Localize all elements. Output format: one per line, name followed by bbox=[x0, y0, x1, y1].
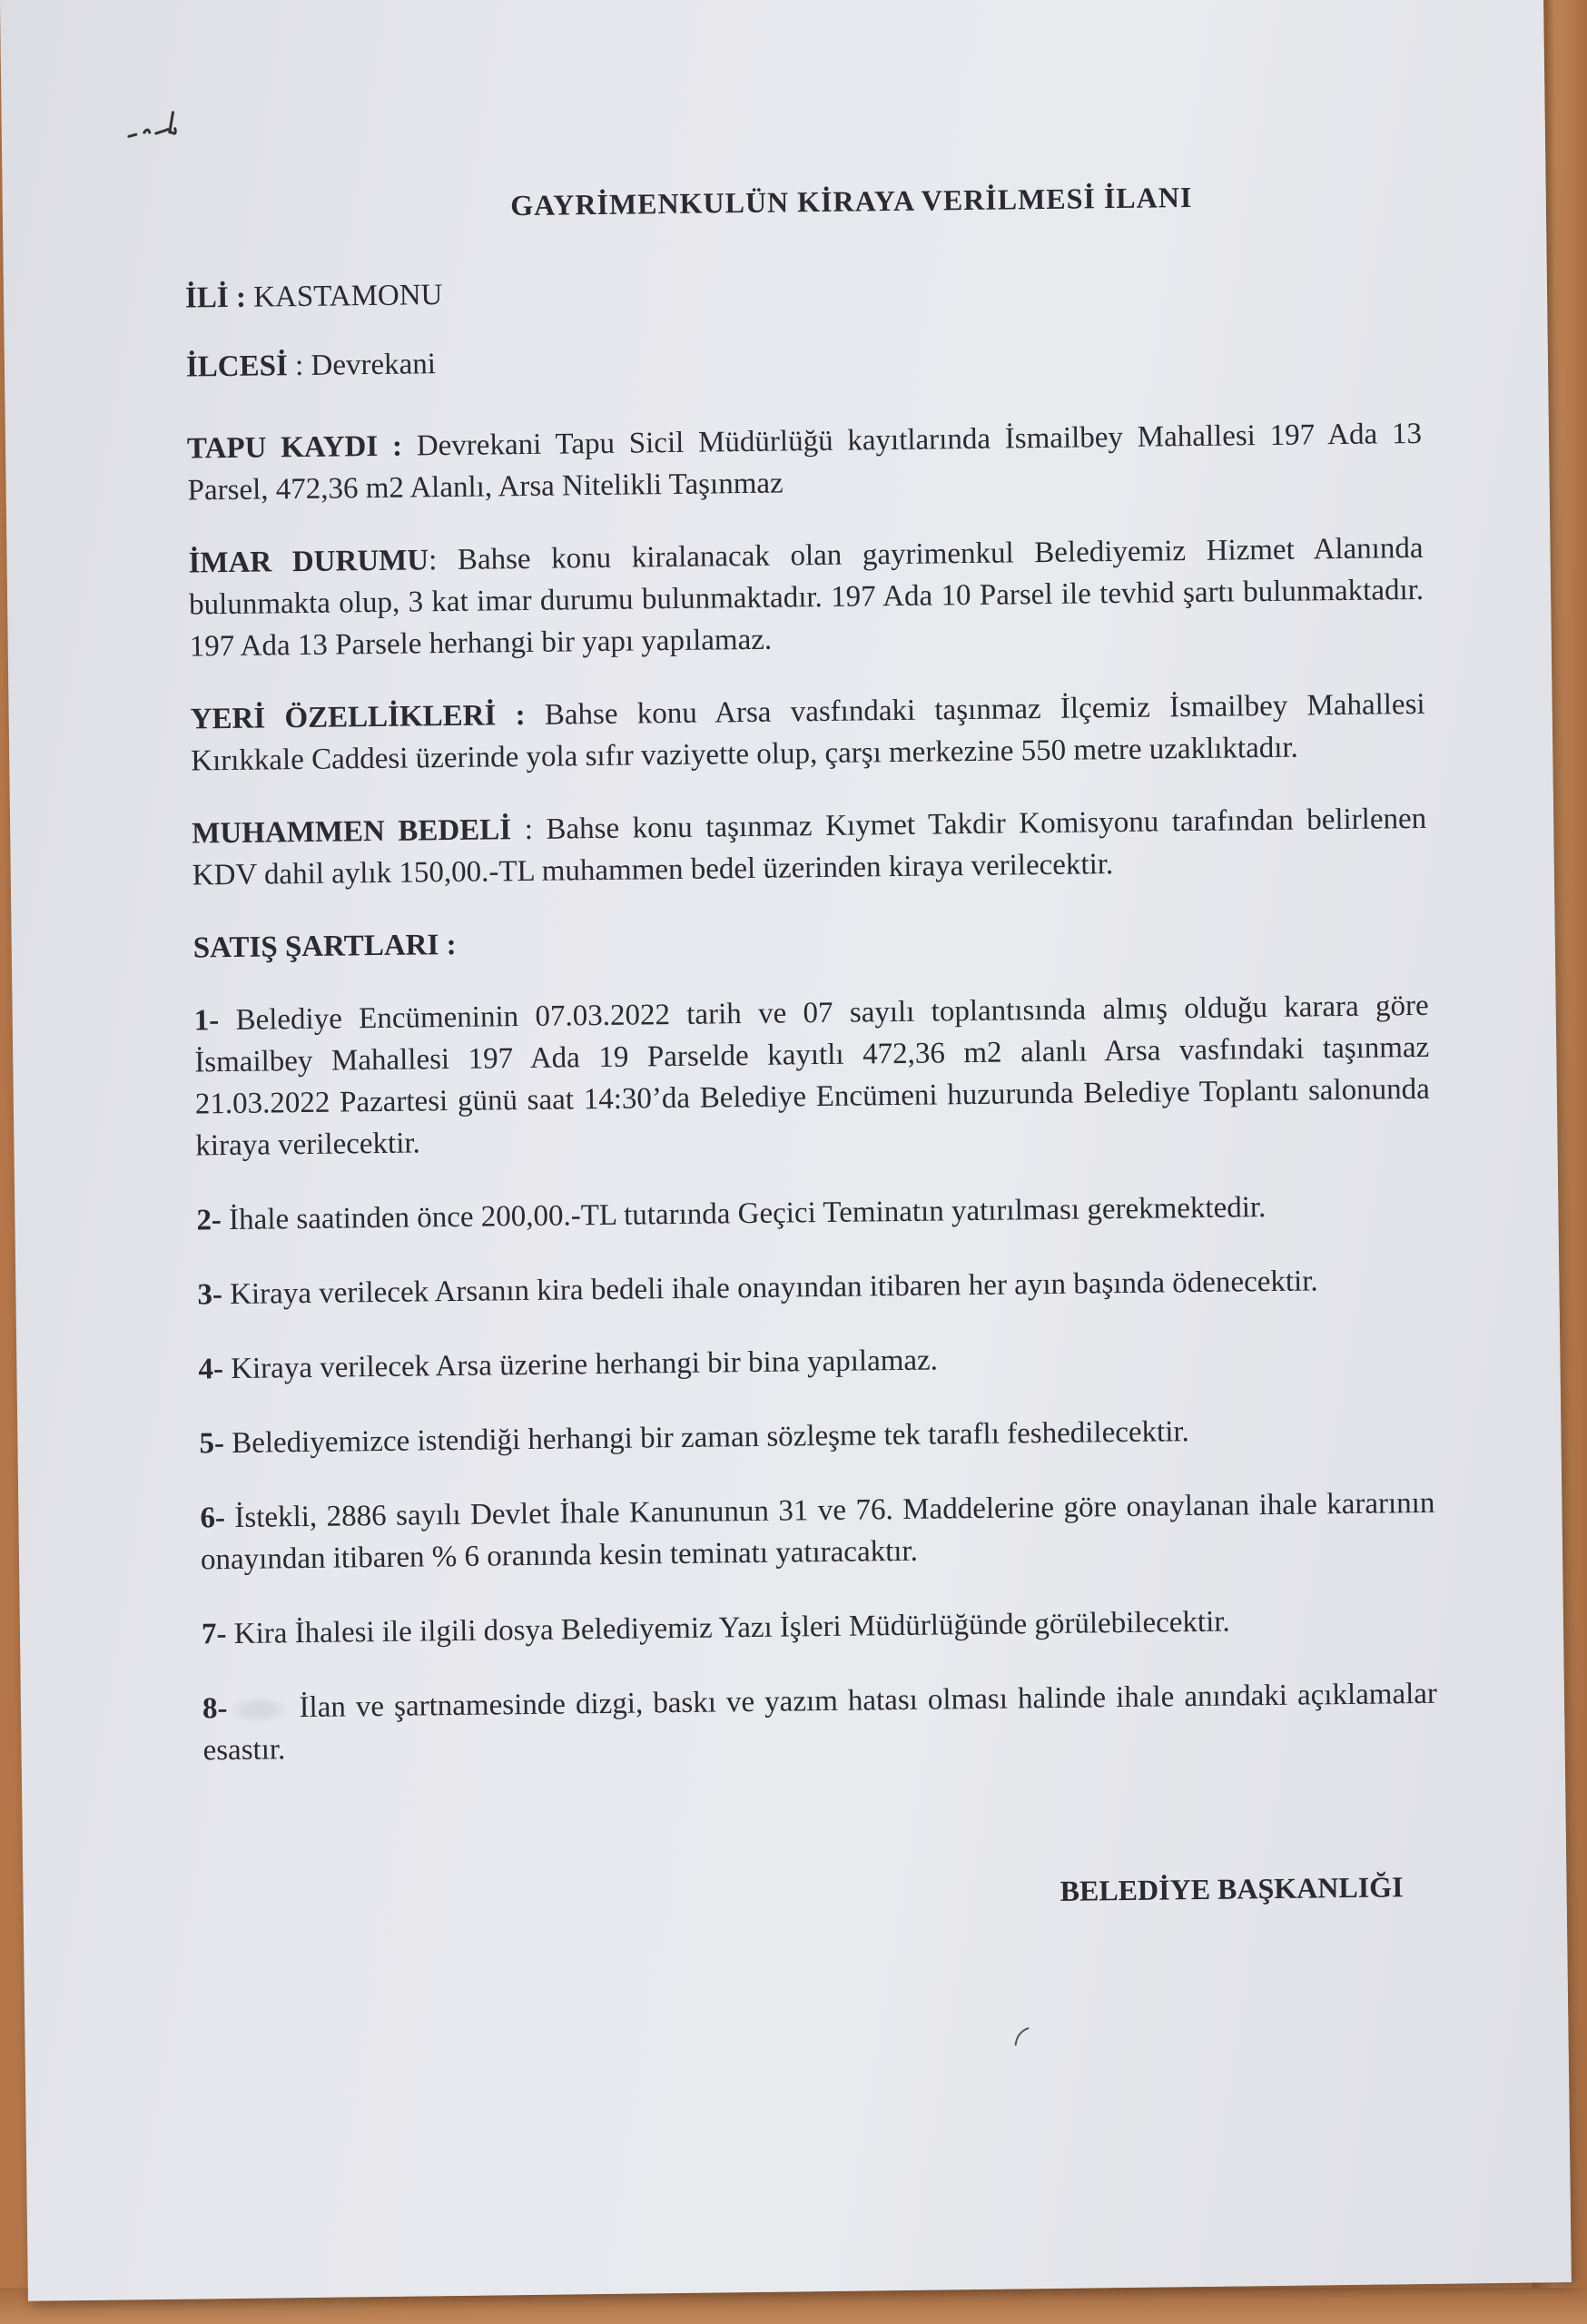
signature-authority: BELEDİYE BAŞKANLIĞI bbox=[1060, 1870, 1404, 1907]
field-value: : Devrekani bbox=[287, 348, 437, 383]
paragraph-text: : Bahse konu taşınmaz Kıymet Takdir Komisyonu tarafından belirlenen KDV dahil aylık 150,00.-TL muhammen bedel üzerinden kiraya verilecektir. bbox=[192, 802, 1427, 892]
pen-mark-icon bbox=[1010, 2021, 1037, 2048]
condition-number: 6- bbox=[200, 1502, 226, 1535]
field-label: İLİ : bbox=[184, 281, 247, 315]
paragraph-label: TAPU KAYDI : bbox=[186, 429, 403, 466]
condition-number: 8- bbox=[202, 1692, 228, 1726]
condition-item bbox=[202, 1599, 1436, 1656]
paragraph-location bbox=[190, 684, 1425, 783]
condition-item bbox=[198, 1334, 1433, 1391]
condition-text: Kiraya verilecek Arsanın kira bedeli ihale onayından itibaren her ayın başında ödenecektir. bbox=[222, 1265, 1318, 1312]
condition-text: Kira İhalesi ile ilgili dosya Belediyemiz Yazı İşleri Müdürlüğünde görülebilecektir. bbox=[226, 1605, 1230, 1651]
conditions-heading: SATIŞ ŞARTLARI : bbox=[192, 928, 457, 965]
condition-item bbox=[199, 1408, 1434, 1465]
paragraph-text: Devrekani Tapu Sicil Müdürlüğü kayıtlarında İsmailbey Mahallesi 197 Ada 13 Parsel, 472,36 m2 Alanlı, Arsa Nitelikli Taşınmaz bbox=[187, 417, 1423, 507]
condition-number: 1- bbox=[193, 1004, 220, 1038]
condition-text: İlan ve şartnamesinde dizgi, baskı ve yazım hatası olması halinde ihale anındaki açıklamalar esastır. bbox=[202, 1677, 1438, 1768]
condition-item bbox=[202, 1673, 1438, 1772]
paragraph-zoning bbox=[188, 527, 1424, 668]
condition-item bbox=[193, 985, 1430, 1167]
condition-number: 3- bbox=[197, 1278, 223, 1312]
condition-text: Kiraya verilecek Arsa üzerine herhangi bir bina yapılamaz. bbox=[222, 1344, 939, 1386]
paragraph-text: : Bahse konu kiralanacak olan gayrimenkul Belediyemiz Hizmet Alanında bulunmakta olup, 3 kat imar durumu bulunmaktadır. 197 Ada 10 Parsel ile tevhid şartı bulunmaktadır. 197 Ada 13 Parsele herhangi bir yapı yapılamaz. bbox=[188, 531, 1424, 664]
condition-text: Belediyemizce istendiği herhangi bir zaman sözleşme tek taraflı feshedilecektir. bbox=[223, 1415, 1190, 1461]
condition-number: 7- bbox=[201, 1618, 227, 1651]
field-district bbox=[186, 331, 1421, 389]
field-value: KASTAMONU bbox=[245, 279, 443, 314]
redacted-blur bbox=[227, 1697, 289, 1725]
handwritten-scribble-icon bbox=[123, 104, 233, 151]
announcement-body bbox=[183, 155, 1439, 1922]
condition-text: İstekli, 2886 sayılı Devlet İhale Kanununun 31 ve 76. Maddelerine göre onaylanan ihale kararının onayından itibaren % 6 oranında kesin teminatı yatıracaktır. bbox=[200, 1486, 1435, 1577]
condition-text: İhale saatinden önce 200,00.-TL tutarında Geçici Teminatın yatırılması gerekmektedir. bbox=[221, 1191, 1267, 1237]
condition-number: 4- bbox=[198, 1353, 224, 1386]
condition-item bbox=[200, 1482, 1435, 1581]
condition-item bbox=[196, 1185, 1431, 1242]
condition-number: 2- bbox=[196, 1204, 222, 1237]
condition-number: 5- bbox=[199, 1427, 225, 1461]
paragraph-label: İMAR DURUMU bbox=[188, 544, 429, 580]
condition-item bbox=[197, 1259, 1432, 1316]
condition-text: Belediye Encümeninin 07.03.2022 tarih ve 07 sayılı toplantısında almış olduğu karara göre İsmailbey Mahallesi 197 Ada 19 Parselde kayıtlı 472,36 m2 alanlı Arsa vasfındaki taşınmaz 21.03.2022 Pazartesi günü saat 14:30’da Belediye Encümeni huzurunda Belediye Toplantı salonunda kiraya verilecektir. bbox=[194, 989, 1430, 1163]
paragraph-label: MUHAMMEN BEDELİ bbox=[192, 813, 512, 851]
paragraph-text: Bahse konu Arsa vasfındaki taşınmaz İlçemiz İsmailbey Mahallesi Kırıkkale Caddesi üzerinde yola sıfır vaziyette olup, çarşı merkezine 550 metre uzaklıktadır. bbox=[191, 687, 1425, 778]
field-province bbox=[185, 262, 1420, 320]
paragraph-label: YERİ ÖZELLİKLERİ : bbox=[190, 698, 526, 736]
paragraph-title-deed bbox=[187, 413, 1423, 512]
paragraph-estimated-price bbox=[192, 798, 1427, 897]
field-label: İLCESİ bbox=[185, 350, 289, 384]
document-title: GAYRİMENKULÜN KİRAYA VERİLMESİ İLANI bbox=[510, 180, 1193, 222]
